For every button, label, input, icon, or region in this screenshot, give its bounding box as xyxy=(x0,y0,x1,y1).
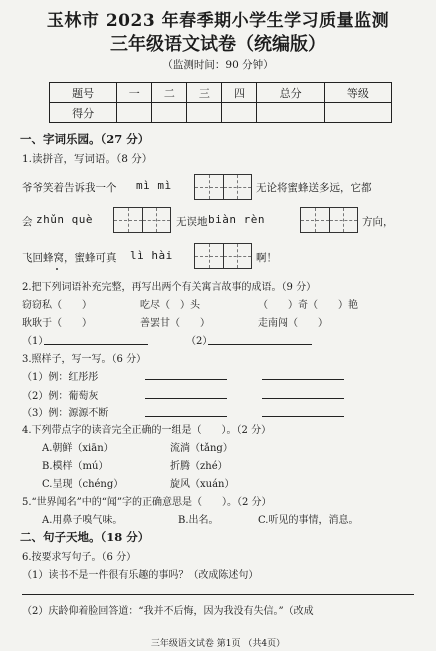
answer-line[interactable] xyxy=(145,398,227,399)
q2-item[interactable]: 耿耿于（ ） xyxy=(22,318,92,329)
q2-item[interactable]: 走南闯（ ） xyxy=(258,318,328,329)
score-table xyxy=(49,82,392,123)
part1-heading: 一、字词乐园。（27 分） xyxy=(20,132,150,146)
q2-idiom-label: （2） xyxy=(186,336,213,347)
q3-heading: 3.照样子，写一写。（6 分） xyxy=(22,354,147,365)
q1-heading: 1.读拼音，写词语。（8 分） xyxy=(22,153,153,165)
score-cell: 二 xyxy=(152,83,187,103)
q3-example: （1）例：红彤彤 xyxy=(22,372,99,383)
q3-example: （3）例：源源不断 xyxy=(22,408,109,419)
answer-line[interactable] xyxy=(44,344,148,345)
score-table-header-row xyxy=(50,83,392,103)
score-cell: 一 xyxy=(117,83,152,103)
score-cell: 四 xyxy=(222,83,257,103)
score-table-score-row xyxy=(50,103,392,123)
stray-mark xyxy=(56,268,58,270)
pinyin: zhǔn què xyxy=(36,213,93,226)
score-cell: 得分 xyxy=(50,103,117,123)
score-cell: 总分 xyxy=(257,83,324,103)
q5-option[interactable]: B.出名。 xyxy=(178,515,219,526)
score-blank[interactable] xyxy=(257,103,324,123)
q4-option[interactable]: 旋风（xuán） xyxy=(170,479,235,490)
answer-line[interactable] xyxy=(208,344,312,345)
q4-heading: 4.下列带点字的读音完全正确的一组是（ ）。（2 分） xyxy=(22,425,272,436)
q1-text: 无论将蜜蜂送多远，它都 xyxy=(256,182,372,194)
answer-line[interactable] xyxy=(262,416,344,417)
q3-example: （2）例：葡萄灰 xyxy=(22,391,99,402)
q2-item[interactable]: 窃窃私（ ） xyxy=(22,300,92,311)
q2-idiom-label: （1） xyxy=(22,336,49,347)
q4-option[interactable]: 流淌（tǎng） xyxy=(170,443,233,454)
q4-option[interactable]: A.朝鲜（xiān） xyxy=(42,443,114,454)
answer-grid[interactable] xyxy=(113,207,171,233)
q6-heading: 6.按要求写句子。（6 分） xyxy=(22,552,137,563)
q1-text: 会 xyxy=(22,216,33,228)
part2-heading: 二、句子天地。（18 分） xyxy=(20,530,150,544)
q2-item[interactable]: （ ）奇（ ）艳 xyxy=(258,300,358,311)
q5-heading: 5.“世界闻名”中的“闻”字的正确意思是（ ）。（2 分） xyxy=(22,497,272,508)
pinyin: biàn rèn xyxy=(208,213,265,226)
q2-item[interactable]: 吃尽（ ）头 xyxy=(140,300,200,311)
q2-item[interactable]: 善罢甘（ ） xyxy=(140,318,210,329)
answer-grid[interactable] xyxy=(300,207,358,233)
pinyin: lì hài xyxy=(130,249,173,262)
score-cell: 三 xyxy=(187,83,222,103)
score-blank[interactable] xyxy=(152,103,187,123)
q2-heading: 2.把下列词语补充完整，再写出两个有关寓言故事的成语。（9 分） xyxy=(22,282,317,293)
page-footer: 三年级语文试卷 第1页 （共4页） xyxy=(150,639,286,649)
score-cell: 等级 xyxy=(324,83,391,103)
score-blank[interactable] xyxy=(187,103,222,123)
q1-text: 方向， xyxy=(362,216,394,228)
pinyin: mì mì xyxy=(136,179,172,192)
score-blank[interactable] xyxy=(324,103,391,123)
exam-header-title: 玉林市 2023 年春季期小学生学习质量监测 xyxy=(46,11,390,31)
score-blank[interactable] xyxy=(222,103,257,123)
q4-option[interactable]: 折腾（zhé） xyxy=(170,461,228,472)
q4-option[interactable]: C.呈现（chéng） xyxy=(42,479,124,490)
q1-text: 啊！ xyxy=(256,252,277,264)
answer-line[interactable] xyxy=(262,379,344,380)
q1-text: 爷爷笑着告诉我一个 xyxy=(22,182,117,194)
score-cell: 题号 xyxy=(50,83,117,103)
answer-line[interactable] xyxy=(145,416,227,417)
q6-sentence: （2）庆龄仰着脸回答道：“我并不后悔，因为我没有失信。”（改成 xyxy=(22,606,314,617)
q4-option[interactable]: B.模样（mú） xyxy=(42,461,109,472)
q5-option[interactable]: A.用鼻子嗅气味。 xyxy=(42,515,123,526)
answer-grid[interactable] xyxy=(194,174,252,200)
q6-sentence: （1）读书不是一件很有乐趣的事吗？（改成陈述句） xyxy=(22,570,259,581)
answer-line[interactable] xyxy=(262,398,344,399)
exam-duration: （监测时间：90 分钟） xyxy=(162,59,274,71)
q1-text: 无误地 xyxy=(176,216,208,228)
q5-option[interactable]: C.听见的事情，消息。 xyxy=(258,515,359,526)
answer-grid[interactable] xyxy=(194,243,252,269)
answer-line[interactable] xyxy=(22,594,414,595)
q1-text: 飞回蜂窝，蜜蜂可真 xyxy=(22,252,117,264)
score-blank[interactable] xyxy=(117,103,152,123)
answer-line[interactable] xyxy=(145,379,227,380)
exam-subtitle: 三年级语文试卷（统编版） xyxy=(110,34,326,55)
